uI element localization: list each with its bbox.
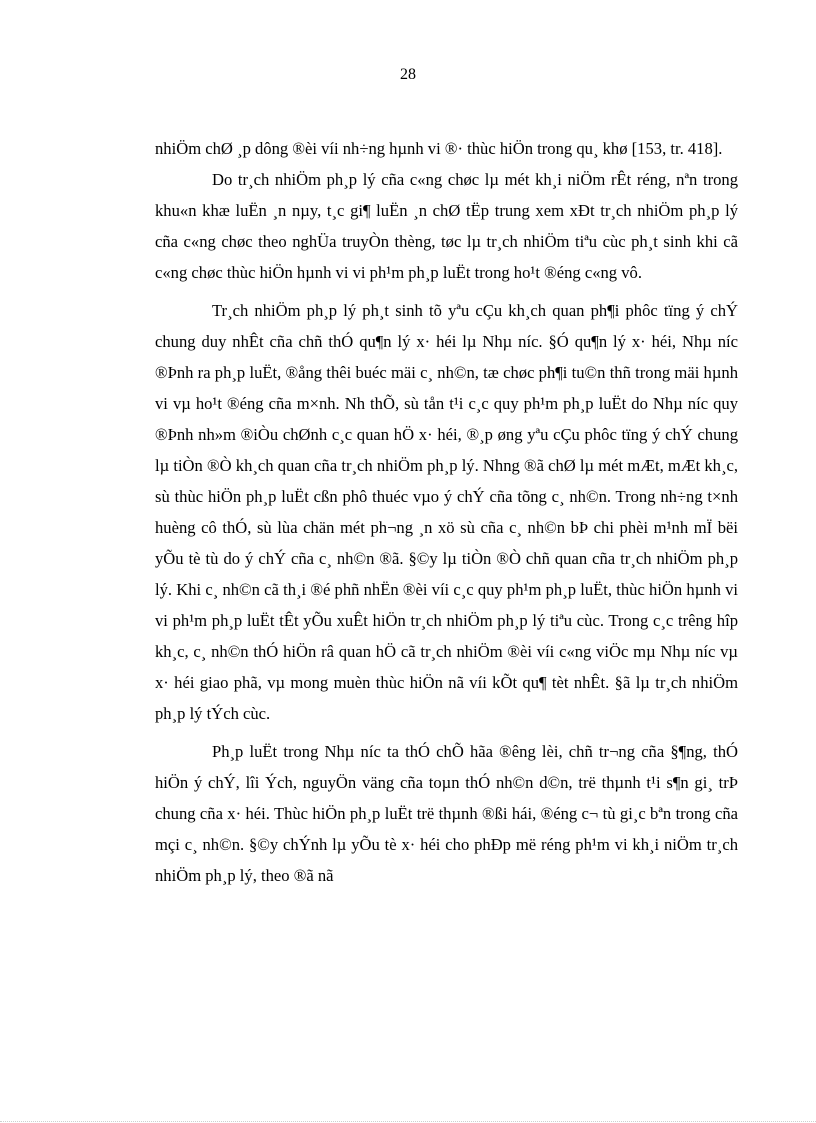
page-bottom-divider [0,1121,816,1122]
document-body [155,133,738,891]
paragraph-scope: Do tr¸ch nhiÖm ph¸p lý cña c«ng chøc lµ mét kh¸i niÖm rÊt réng, nªn trong khu«n khæ luËn ¸n nµy, t¸c gi¶ luËn ¸n chØ tËp trung xem xÐt tr¸ch nhiÖm ph¸p lý cña c«ng chøc theo nghÜa truyÒn thèng, tøc lµ tr¸ch nhiÖm tiªu cùc ph¸t sinh khi cã c«ng chøc thùc hiÖn hµnh vi vi ph¹m ph¸p luËt trong ho¹t ®éng c«ng vô. [155,170,738,282]
paragraph-origin: Tr¸ch nhiÖm ph¸p lý ph¸t sinh tõ yªu cÇu kh¸ch quan ph¶i phôc tïng ý chÝ chung duy nhÊt cña chñ thÓ qu¶n lý x· héi lµ Nhµ níc. §Ó qu¶n lý x· héi, Nhµ níc ®Þnh ra ph¸p luËt, ®ång thêi buéc mäi c¸ nh©n, tæ chøc ph¶i tu©n thñ trong mäi hµnh vi vµ ho¹t ®éng cña m×nh. Nh thÕ, sù tån t¹i c¸c quy ph¹m ph¸p luËt do Nhµ níc quy ®Þnh nh»m ®iÒu chØnh c¸c quan hÖ x· héi, ®¸p øng yªu cÇu phôc tïng ý chÝ chung lµ tiÒn ®Ò kh¸ch quan cña tr¸ch nhiÖm ph¸p lý. Nhng ®ã chØ lµ mét mÆt, mÆt kh¸c, sù thùc hiÖn ph¸p luËt cßn phô thuéc vµo ý chÝ cña tõng c¸ nh©n. Trong nh÷ng t×nh huèng cô thÓ, sù lùa chän mét ph¬ng ¸n xö sù cña c¸ nh©n bÞ chi phèi m¹nh mÏ bëi yÕu tè tù do ý chÝ cña c¸ nh©n ®ã. §©y lµ tiÒn ®Ò chñ quan cña tr¸ch nhiÖm ph¸p lý. Khi c¸ nh©n cã th¸i ®é phñ nhËn ®èi víi c¸c quy ph¹m ph¸p luËt, thùc hiÖn hµnh vi vi ph¹m ph¸p luËt tÊt yÕu xuÊt hiÖn tr¸ch nhiÖm ph¸p lý tiªu cùc. Trong c¸c trêng hîp kh¸c, c¸ nh©n thÓ hiÖn râ quan hÖ cã tr¸ch nhiÖm ®èi víi c«ng viÖc mµ Nhµ níc vµ x· héi giao phã, vµ mong muèn thùc hiÖn nã víi kÕt qu¶ tèt nhÊt. §ã lµ tr¸ch nhiÖm ph¸p lý tÝch cùc. [155,301,738,723]
page-number: 28 [400,66,416,83]
paragraph-law: Ph¸p luËt trong Nhµ níc ta thÓ chÕ hãa ®êng lèi, chñ tr¬ng cña §¶ng, thÓ hiÖn ý chÝ, lîi Ých, nguyÖn väng cña toµn thÓ nh©n d©n, trë thµnh t¹i s¶n gi¸ trÞ chung cña x· héi. Thùc hiÖn ph¸p luËt trë thµnh ®ßi hái, ®éng c¬ tù gi¸c bªn trong cña mçi c¸ nh©n. §©y chÝnh lµ yÕu tè x· héi cho phÐp më réng ph¹m vi kh¸i niÖm tr¸ch nhiÖm ph¸p lý, theo ®ã nã [155,742,738,885]
paragraph-continuation: nhiÖm chØ ¸p dông ®èi víi nh÷ng hµnh vi ®· thùc hiÖn trong qu¸ khø [153, tr. 418]. [155,139,723,158]
